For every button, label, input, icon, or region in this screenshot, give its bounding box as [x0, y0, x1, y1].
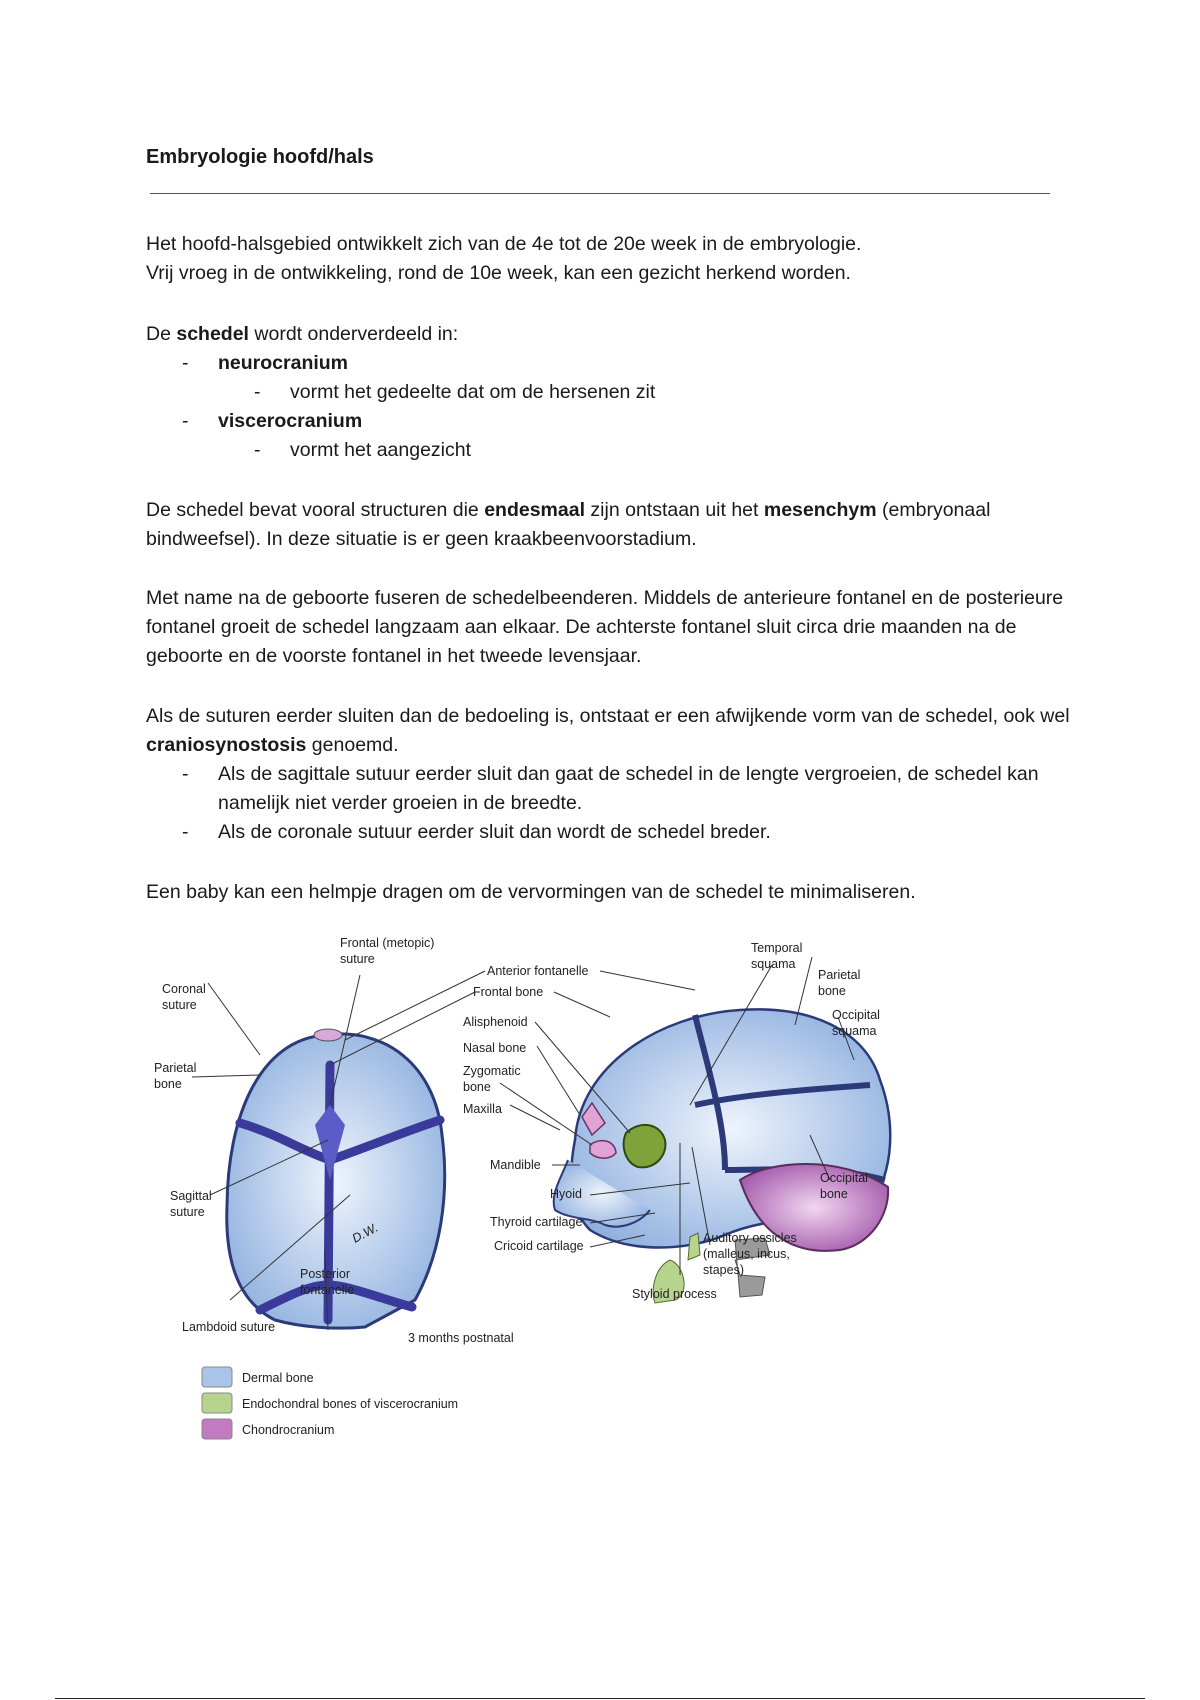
- parietal-left-label-1: Parietal: [154, 1061, 197, 1075]
- auditory-label-2: (malleus, incus,: [703, 1247, 790, 1261]
- frontal-bone-label: Frontal bone: [473, 985, 544, 999]
- list-item: [146, 407, 1076, 465]
- cricoid-cartilage-label: Cricoid cartilage: [494, 1239, 584, 1253]
- hyoid-label: Hyoid: [550, 1187, 582, 1201]
- illustrator-signature: D.W.: [349, 1220, 381, 1246]
- skull-lead-pre: De: [146, 323, 177, 345]
- fusion-text: Met name na de geboorte fuseren de schedelbeenderen. Middels de anterieure fontanel en de posterieure fontanel groeit de schedel langzaam aan elkaar. De achterste fontanel sluit circa drie maanden na de geboorte en de voorste fontanel in het tweede levensjaar.: [146, 587, 1064, 667]
- thyroid-cartilage-label: Thyroid cartilage: [490, 1215, 583, 1229]
- posterior-fontanelle-label-1: Posterior: [300, 1267, 351, 1281]
- figure-caption: 3 months postnatal: [408, 1331, 514, 1345]
- page-title: Embryologie hoofd/hals: [146, 146, 374, 168]
- legend-label-chondrocranium: Chondrocranium: [242, 1423, 335, 1437]
- maxilla-label: Maxilla: [463, 1102, 502, 1116]
- sutures-text-1: Als de suturen eerder sluiten dan de bedoeling is, ontstaat er een afwijkende vorm van de schedel, ook wel: [146, 705, 1070, 727]
- list-item: - vormt het aangezicht: [218, 436, 1076, 465]
- zygomatic-label-2: bone: [463, 1080, 491, 1094]
- legend-swatch-endochondral: [202, 1393, 232, 1413]
- alisphenoid-label: Alisphenoid: [463, 1015, 528, 1029]
- auditory-label-3: stapes): [703, 1263, 744, 1277]
- parietal-right-label-1: Parietal: [818, 968, 861, 982]
- skull-diagram-svg: [150, 936, 1050, 1530]
- anterior-fontanelle-label: Anterior fontanelle: [487, 964, 589, 978]
- sutures-paragraph: [146, 702, 1076, 847]
- helmet-text: Een baby kan een helmpje dragen om de vervormingen van de schedel te minimaliseren.: [146, 881, 916, 903]
- intro-line-1: Het hoofd-halsgebied ontwikkelt zich van de 4e tot de 20e week in de embryologie.: [146, 233, 862, 255]
- sutures-text-2: genoemd.: [306, 734, 399, 756]
- parietal-right-label-2: bone: [818, 984, 846, 998]
- sutures-list: [146, 760, 1076, 847]
- frontal-metopic-label-1: Frontal (metopic): [340, 936, 435, 950]
- list-item: - Als de coronale sutuur eerder sluit dan wordt de schedel breder.: [146, 818, 1076, 847]
- structure-text-3: (embryonaal bindweefsel). In deze situatie is er geen kraakbeenvoorstadium.: [146, 499, 991, 550]
- mandible-label: Mandible: [490, 1158, 541, 1172]
- alisphenoid-shape: [624, 1125, 666, 1167]
- skull-section: [146, 320, 1076, 465]
- temporal-label-1: Temporal: [751, 941, 803, 955]
- coronal-label-1: Coronal: [162, 982, 206, 996]
- occipital-bone-label-1: Occipital: [820, 1171, 868, 1185]
- footer-divider: [55, 1698, 1145, 1699]
- skull-lead-post: wordt onderverdeeld in:: [248, 323, 459, 345]
- fusion-paragraph: [146, 584, 1076, 671]
- neurocranium-term: neurocranium: [218, 352, 349, 374]
- nasal-bone-label: Nasal bone: [463, 1041, 527, 1055]
- occipital-bone-label-2: bone: [820, 1187, 848, 1201]
- skull-list: [146, 349, 1076, 465]
- temporal-label-2: squama: [751, 957, 796, 971]
- legend-label-endochondral: Endochondral bones of viscerocranium: [242, 1397, 459, 1411]
- styloid-process-label: Styloid process: [632, 1287, 717, 1301]
- sagittal-label-2: suture: [170, 1205, 205, 1219]
- zygomatic-label-1: Zygomatic: [463, 1064, 521, 1078]
- hyoid-shape: [688, 1233, 700, 1260]
- legend-label-dermal: Dermal bone: [242, 1371, 314, 1385]
- legend-swatch-chondrocranium: [202, 1419, 232, 1439]
- structure-text-2: zijn ontstaan uit het: [585, 499, 764, 521]
- intro-line-2: Vrij vroeg in de ontwikkeling, rond de 10e week, kan een gezicht herkend worden.: [146, 262, 851, 284]
- skull-diagram: [150, 936, 1050, 1530]
- sagittal-label-1: Sagittal: [170, 1189, 212, 1203]
- parietal-left-label-2: bone: [154, 1077, 182, 1091]
- list-item: [146, 349, 1076, 407]
- legend-swatch-dermal: [202, 1367, 232, 1387]
- intro-paragraph: [146, 230, 1076, 288]
- posterior-fontanelle-label-2: fontanelle: [300, 1283, 355, 1297]
- metopic-tip: [314, 1029, 342, 1041]
- occipital-squama-label-2: squama: [832, 1024, 877, 1038]
- title-divider: [150, 193, 1050, 194]
- helmet-paragraph: [146, 878, 1076, 907]
- craniosynostosis-term: craniosynostosis: [146, 734, 307, 756]
- structure-text-1: De schedel bevat vooral structuren die: [146, 499, 485, 521]
- coronal-label-2: suture: [162, 998, 197, 1012]
- diagram-legend: [202, 1367, 458, 1439]
- mesenchym-term: mesenchym: [763, 499, 877, 521]
- endesmaal-term: endesmaal: [484, 499, 585, 521]
- structure-paragraph: [146, 496, 1076, 554]
- occipital-squama-label-1: Occipital: [832, 1008, 880, 1022]
- auditory-label-1: Auditory ossicles: [703, 1231, 797, 1245]
- list-item: - vormt het gedeelte dat om de hersenen zit: [218, 378, 1076, 407]
- frontal-metopic-label-2: suture: [340, 952, 375, 966]
- viscerocranium-term: viscerocranium: [218, 410, 363, 432]
- skull-lead: [146, 320, 1076, 349]
- skull-lead-bold: schedel: [176, 323, 249, 345]
- list-item: - Als de sagittale sutuur eerder sluit dan gaat de schedel in de lengte vergroeien, de schedel kan namelijk niet verder groeien in de breedte.: [146, 760, 1076, 818]
- lambdoid-label: Lambdoid suture: [182, 1320, 276, 1334]
